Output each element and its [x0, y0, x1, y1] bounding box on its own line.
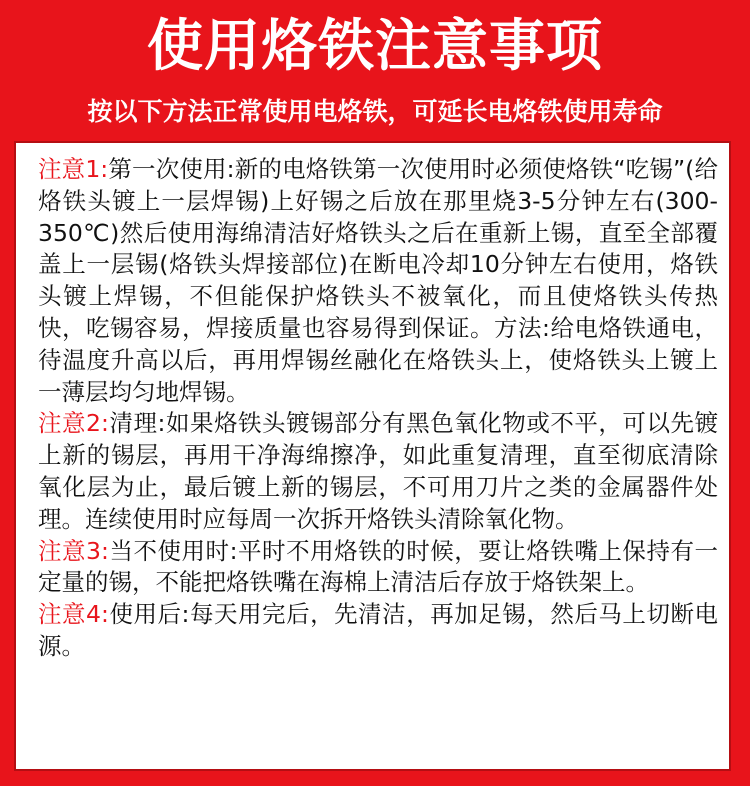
note-1-label: 注意1:	[38, 155, 109, 183]
note-3	[38, 536, 718, 600]
note-1	[38, 154, 718, 408]
notes-list	[38, 154, 718, 663]
note-2-label: 注意2:	[38, 409, 109, 438]
note-4	[38, 599, 718, 663]
note-4-label: 注意4:	[38, 600, 109, 629]
page-title: 使用烙铁注意事项	[147, 14, 603, 79]
note-3-text: 当不使用时:平时不用烙铁的时候，要让烙铁嘴上保持有一定量的锡，不能把烙铁嘴在海棉上清洁后存放于烙铁架上。	[38, 536, 718, 597]
note-1-text: 第一次使用:新的电烙铁第一次使用时必须使烙铁“吃锡”(给烙铁头镀上一层焊锡)上好锡之后放在那里烧3-5分钟左右(300-350℃)然后使用海绵清洁好烙铁头之后在重新上锡，直至全部覆盖上一层锡(烙铁头焊接部位)在断电冷却10分钟左右使用，烙铁头镀上焊锡，不但能保护烙铁头不被氧化，而且使烙铁头传热快，吃锡容易，焊接质量也容易得到保证。方法:给电烙铁通电，待温度升高以后，再用焊锡丝融化在烙铁头上，使烙铁头上镀上一薄层均匀地焊锡。	[38, 155, 719, 406]
note-4-text: 使用后:每天用完后，先清洁，再加足锡，然后马上切断电源。	[38, 600, 718, 660]
page-subtitle: 按以下方法正常使用电烙铁，可延长电烙铁使用寿命	[87, 97, 663, 126]
note-3-label: 注意3:	[38, 536, 109, 565]
note-2	[38, 408, 718, 535]
note-2-text: 清理:如果烙铁头镀锡部分有黑色氧化物或不平，可以先镀上新的锡层，再用干净海绵擦净，如此重复清理，直至彻底清除氧化层为止，最后镀上新的锡层，不可用刀片之类的金属器件处理。连续使用时应每周一次拆开烙铁头清除氧化物。	[38, 409, 718, 533]
